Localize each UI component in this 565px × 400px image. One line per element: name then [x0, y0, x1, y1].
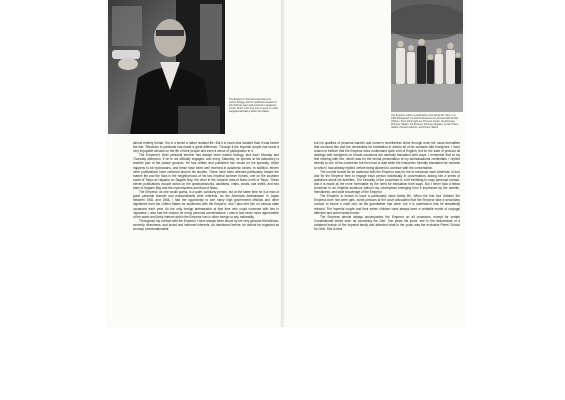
- right-paragraph-4: The Empress almost always accompanies the Emperor on all occasions, except for certain Constitutional duties such as convoking the Diet. Two years his junior, she is the descendant of a collateral branch of the Imperial family and attended what in her youth was the exclusive Peers' School for Girls. She is kind: [314, 214, 460, 231]
- left-photo-caption: The Emperor's chief personal interest is marine biology, and his published research in this field has been well received in academic circles. Much of his free time is spent in a well-equipped laboratory within the Palace.: [229, 98, 279, 114]
- emperor-laboratory-photo: [108, 0, 225, 134]
- left-text-column: [133, 141, 279, 231]
- right-paragraph-2: The normal format for an audience with the Emperor was for me to introduce each American in turn and for the Emperor then to engage each person individually in conversation, asking him a series of questions about his activities. The formality of the procedure is a bit inhibiting to easy personal contact, and it is made all the more formidable by the need for translation both ways. But I never took a fellow American to an Imperial audience without my countryman emerging from it impressed by the warmth, friendliness, and wide knowledge of the Emperor.: [314, 169, 460, 195]
- left-page: [105, 0, 282, 327]
- left-paragraph-3: The Emperor, as one would guess, is a quiet, scholarly person, but at the same time he is a man of great personal warmth and extraordinarily wide interests. As the American Ambassador in Japan between 1961 and 1966, I had the opportunity to see many high government officials and other dignitaries from the United States for audiences with the Emperor, and I also met him on various state occasions each year. As the only foreign ambassador at that time who could converse with him in Japanese, I also had the chance for many personal conversations. I was in fact never more appreciative of the warm and lively interest which the Emperor has in other foreign or any nationality.: [133, 190, 279, 219]
- right-text-column: [314, 141, 460, 231]
- right-paragraph-3: The Emperor is known to have a particularly close family life. When the first four children the Empress bore him were girls, some persons at the court advocated that the Emperor take a secondary consort to insure a male heir, as his grandfather had done, but it is understood that he steadfastly refused. The Imperial couple and their seven children have always been a veritable model of conjugal affection and warm family bonds.: [314, 194, 460, 215]
- imperial-family-image: [391, 0, 463, 112]
- imperial-family-photo: [391, 0, 463, 112]
- left-paragraph-1: almost entirely formal. It is in a sense a rather isolated life. But it is much less isolated than it was before the war. Television in particular has made a great difference. Through it the Imperial couple has found a very enjoyable window on the life of their people and even a sense of participation in it.: [133, 141, 279, 154]
- emperor-laboratory-image: [108, 0, 225, 134]
- right-photo-caption: The Emperor makes a particularly close family life. Here, in a 1950 photograph, he and the Empress are pictured with all their children. From left to right are Princess Atsuko, the Empress, Princess Takako, the Emperor, Princess Shigeko, Crown Prince Akihito, Princess Kazuko, and Prince Hitachi.: [391, 114, 459, 130]
- left-paragraph-2: The Emperor's chief personal interest has always been marine biology, and each Monday and Thursday afternoon, if he is not officially engaged, and every Saturday, he spends at his laboratory in another part of the palace grounds. He has written and published four books on his specialty, which happens to be hydrozoans, and these have been well received in academic circles. In addition, eleven other publications have centered around his studies. These have been directed particularly toward the marine life and the flora in the neighborhood of his two Imperial summer homes, one on the southern south of Tokyo at Hayama on Sagami Bay, the other in the volcanic area of Nasu north of Tokyo. These eleven publications include works on the opisthobranchia, ascidians, crabs, corals, sea shells, and sea stars of Sagami Bay and the myxomycetes and flora of Nasu.: [133, 153, 279, 191]
- right-page: [284, 0, 465, 327]
- left-paragraph-4: Throughout my contact with the Emperor I have always been struck by his very genuine friendliness, sincerity, directness, and broad and informed interests. As mentioned before, he cannot be regarded as an easy conversationalist,: [133, 218, 279, 231]
- right-paragraph-1: but his qualities of personal warmth and concern nonetheless shine through even the usual formalities that surround him and the necessities for translation in almost all of his contacts with foreigners. I have reason to believe that the Emperor does understand quite a bit of English, but for the sake of protocol all dealings with foreigners on formal occasions are carefully translated both ways. I remember that at my first meeting with him, which was for the formal presentation of my ambassadorial credentials, I replied directly to one of his comments but then had to wait while the interpreter formally translated his remarks to which I had already replied, before being allowed to continue with the conversation.: [314, 141, 460, 170]
